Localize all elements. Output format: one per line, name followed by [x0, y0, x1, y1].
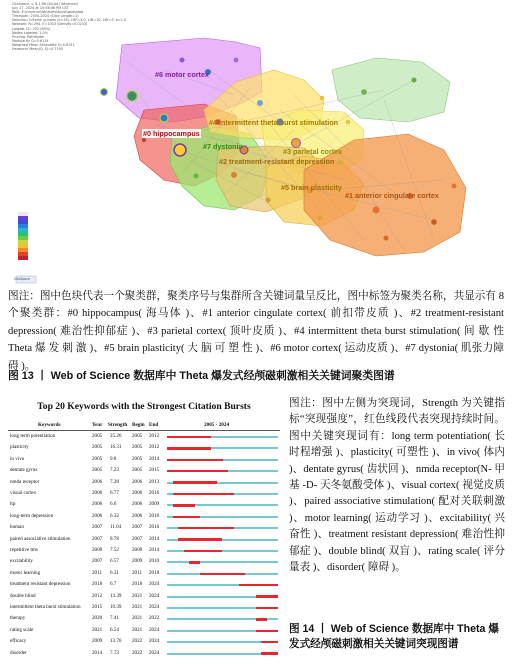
cell-begin: 2006	[132, 501, 143, 508]
table-row	[8, 535, 280, 545]
meta-line: Timespan: 2004-2024 (Slice Length=1)	[12, 14, 79, 19]
meta-line: Weighted Mean Silhouette S=0.8741	[12, 42, 75, 47]
burst-segment	[167, 447, 211, 449]
header-begin: Begin	[132, 422, 145, 428]
cluster-label-3: #3 parietal cortex	[283, 147, 343, 156]
cell-end: 2016	[149, 490, 160, 496]
cell-end: 2014	[149, 535, 160, 542]
table-row	[8, 443, 280, 453]
cell-year: 2006	[92, 512, 103, 519]
cell-strength: 6.31	[110, 569, 119, 576]
cell-strength: 16.31	[110, 444, 122, 451]
cell-kw: therapy	[10, 615, 26, 622]
burst-segment	[239, 584, 278, 586]
burst-segment	[178, 538, 222, 540]
burst-table-title: Top 20 Keywords with the Strongest Citation Bursts	[37, 401, 251, 412]
cell-year: 2014	[92, 649, 103, 656]
cell-year: 2006	[92, 490, 103, 496]
timeline-bar	[167, 561, 278, 563]
cell-begin: 2005	[132, 433, 143, 439]
table-row	[8, 466, 280, 476]
cell-begin: 2006	[132, 478, 143, 485]
cell-end: 2024	[149, 626, 160, 633]
cell-end: 2014	[149, 455, 160, 462]
figure-14-title: 图 14 丨 Web of Science 数据库中 Theta 爆发式经颅磁刺激相关关键词突现图谱	[289, 623, 499, 650]
cell-year: 2005	[92, 444, 103, 451]
cell-begin: 2022	[132, 638, 143, 645]
cell-year: 2005	[92, 455, 103, 462]
cluster-label-4: #4 intermittent theta burst stimulation	[209, 118, 338, 127]
cell-kw: long term potentiation	[10, 433, 56, 439]
cell-kw: paired associative stimulation	[10, 535, 71, 542]
cell-end: 2012	[149, 444, 160, 451]
cell-kw: treatment resistant depression	[10, 581, 71, 588]
burst-segment	[173, 504, 195, 506]
cell-begin: 2005	[132, 467, 143, 474]
cell-kw: double blind	[10, 592, 36, 599]
cell-strength: 6.77	[110, 490, 119, 496]
cell-strength: 6.57	[110, 558, 119, 565]
cell-year: 2007	[92, 535, 103, 542]
burst-segment	[256, 618, 267, 620]
citespace-logo-text: CiteSpace	[14, 277, 31, 281]
meta-line: Largest CC: 252 (85%)	[12, 26, 51, 31]
cell-begin: 2011	[132, 569, 142, 576]
cell-kw: efficacy	[10, 638, 27, 645]
cell-begin: 2022	[132, 649, 143, 656]
cell-kw: plasticity	[10, 444, 29, 451]
cell-strength: 7.73	[110, 649, 119, 656]
cluster-label-1: #1 anterior cingulate cortex	[345, 191, 439, 200]
burst-segment	[167, 436, 211, 438]
header-year: Year	[92, 422, 103, 428]
cell-kw: motor learning	[10, 569, 41, 576]
cell-year: 2020	[92, 615, 103, 622]
burst-table	[8, 396, 280, 664]
cell-strength: 13.76	[110, 638, 122, 645]
table-row	[8, 489, 280, 499]
table-row	[8, 569, 280, 579]
cell-end: 2024	[149, 604, 160, 610]
cell-end: 2024	[149, 649, 160, 656]
table-row	[8, 614, 280, 624]
meta-line: July 17, 2024 at 10:56:46 PM CST	[12, 6, 69, 11]
burst-segment	[256, 607, 278, 609]
cell-end: 2014	[149, 547, 160, 553]
burst-segment	[178, 527, 234, 529]
table-row	[8, 512, 280, 522]
burst-segment	[256, 595, 278, 597]
header-timeline: 2005 - 2024	[204, 422, 230, 428]
cell-strength: 6.54	[110, 626, 119, 633]
cell-strength: 6.32	[110, 512, 119, 519]
cluster-label-7: #7 dystonia	[203, 142, 243, 151]
burst-segment	[167, 459, 223, 461]
cell-strength: 6.7	[110, 581, 117, 588]
table-row	[8, 626, 280, 636]
burst-rows	[8, 432, 280, 662]
table-row	[8, 500, 280, 510]
cell-end: 2024	[149, 638, 160, 645]
cell-begin: 2008	[132, 547, 143, 553]
cell-end: 2022	[149, 615, 160, 622]
cell-kw: excitability	[10, 558, 33, 565]
cell-begin: 2021	[132, 615, 143, 622]
burst-segment	[189, 561, 200, 563]
meta-line: Nodes Labeled: 1.0%	[12, 30, 48, 35]
cluster-label-0: #0 hippocampus	[143, 129, 200, 138]
cell-kw: ltp	[10, 501, 16, 508]
burst-segment	[261, 652, 278, 654]
cell-kw: intermittent theta burst stimulation	[10, 604, 81, 610]
cell-strength: 6.6	[110, 501, 117, 508]
cell-begin: 2021	[132, 604, 143, 610]
burst-segment	[173, 481, 217, 483]
cell-end: 2009	[149, 501, 160, 508]
cell-begin: 2018	[132, 581, 143, 588]
cell-year: 2007	[92, 558, 103, 565]
cell-end: 2018	[149, 569, 160, 576]
cell-begin: 2021	[132, 626, 143, 633]
cluster-label-6: #6 motor cortex	[155, 70, 209, 79]
cell-year: 2007	[92, 524, 103, 531]
cell-kw: human	[10, 524, 24, 531]
cell-strength: 7.23	[110, 467, 119, 474]
cell-kw: visual cortex	[10, 490, 37, 496]
cluster-label-2: #2 treatment-resistant depression	[219, 157, 335, 166]
burst-segment	[173, 493, 234, 495]
year-color-legend	[18, 208, 28, 260]
burst-segment	[184, 550, 223, 552]
cell-strength: 11.04	[110, 524, 122, 531]
cell-year: 2005	[92, 467, 103, 474]
figure-13-note: 图注：图中色块代表一个聚类群，聚类序号与集群所含关键词量呈反比，图中标签为聚类名称，共显示有 8 个聚类群：#0 hippocampus( 海马体 )、#1 anterior cingulate cortex( 前扣带皮质 )、#2 treatment-resistant depression( 难治性抑郁症 )、#3 parietal cortex( 顶叶皮质 )、#4 intermittent theta burst stimulation( 间 歇 性 Theta 爆 发 刺 激 )、#5 brain plasticity( 大 脑 可 塑 性 )、#6 motor cortex( 运动皮质 )、#7 dystonia( 肌张力障碍 )。	[8, 291, 504, 372]
cell-strength: 7.52	[110, 547, 119, 553]
cell-end: 2024	[149, 592, 160, 599]
cluster-hull-green-top	[332, 58, 450, 122]
burst-segment	[256, 630, 278, 632]
cell-kw: long-term depression	[10, 512, 54, 519]
cell-begin: 2005	[132, 455, 143, 462]
table-row	[8, 580, 280, 590]
meta-line: Pruning: Pathfinder	[12, 34, 45, 39]
cell-kw: dentate gyrus	[10, 467, 38, 474]
cell-year: 2005	[92, 433, 103, 439]
cell-year: 2018	[92, 581, 103, 588]
table-row	[8, 557, 280, 567]
cell-begin: 2006	[132, 512, 143, 519]
cell-strength: 10.39	[110, 604, 122, 610]
map-metadata	[12, 2, 132, 51]
cell-end: 2013	[149, 478, 160, 485]
meta-line: CiteSpace, v. 6.1.R6 (64-bit) Advanced	[12, 2, 78, 6]
cell-kw: repetitive tms	[10, 547, 38, 553]
cell-strength: 9.8	[110, 455, 117, 462]
table-row	[8, 455, 280, 465]
cell-begin: 2009	[132, 558, 143, 565]
table-row	[8, 637, 280, 647]
cell-end: 2016	[149, 524, 160, 531]
cell-year: 2021	[92, 626, 103, 633]
cell-kw: nmda receptor	[10, 478, 40, 485]
cell-year: 2012	[92, 592, 103, 599]
cell-strength: 13.39	[110, 592, 122, 599]
header-keywords: Keywords	[38, 422, 61, 428]
cell-kw: in vivo	[10, 455, 25, 462]
cell-strength: 25.26	[110, 433, 122, 439]
burst-segment	[173, 516, 201, 518]
header-end: End	[149, 422, 159, 428]
cell-kw: rating scale	[10, 626, 34, 633]
table-row	[8, 592, 280, 602]
cell-begin: 2007	[132, 535, 143, 542]
table-row	[8, 432, 280, 442]
cell-strength: 8.78	[110, 535, 119, 542]
cell-end: 2012	[149, 433, 160, 439]
table-row	[8, 546, 280, 556]
cell-end: 2010	[149, 512, 160, 519]
meta-line: Network: N=294, E=1003 (Density=0.0233)	[12, 22, 88, 27]
header-strength: Strength	[108, 422, 128, 428]
figure-13-title: 图 13 丨 Web of Science 数据库中 Theta 爆发式经颅磁刺激相关关键词聚类图谱	[8, 370, 395, 382]
cell-year: 2009	[92, 638, 103, 645]
meta-line: Selection Criteria: g-index (k=25), LRF=3.0, L/N=10, LBY=5, e=1.0	[12, 18, 127, 23]
table-row	[8, 649, 280, 659]
cell-begin: 2007	[132, 524, 143, 531]
burst-segment	[261, 641, 278, 643]
cell-strength: 7.28	[110, 478, 119, 485]
cell-begin: 2006	[132, 490, 143, 496]
table-row	[8, 603, 280, 613]
header-rule	[8, 430, 280, 431]
cell-end: 2024	[149, 581, 160, 588]
burst-segment	[167, 470, 228, 472]
table-row	[8, 478, 280, 488]
cell-year: 2006	[92, 478, 103, 485]
cell-year: 2015	[92, 604, 103, 610]
meta-line: Harmonic Mean(Q, S)=0.7195	[12, 47, 63, 52]
cell-begin: 2021	[132, 592, 143, 599]
cell-kw: disorder	[10, 649, 27, 656]
meta-line: WoS: E:\cnuerrui\Wo\theta\burst\wos\data	[12, 10, 84, 15]
cell-year: 2011	[92, 569, 102, 576]
figure-14-note: 图注：图中左侧为突现词，Strength 为关键指标“突现强度”，红色线段代表突现持续时间。图中关键突现词有：long term potentiation( 长时程增强 )、plasticity( 可塑性 )、in vivo( 体内 )、dentate gyrus( 齿状回 )、nmda receptor(N- 甲基 -D- 天冬氨酸受体 )、visual cortex( 视觉皮质 )、paired associative stimulation( 配对关联刺激 )、motor learning( 运动学习 )、excitability( 兴奋性 )、treatment resistant depression( 难治性抑郁症 )、double blind( 双盲 )、rating scale( 评分量表 )、disorder( 障碍 )。	[289, 398, 505, 574]
cell-end: 2015	[149, 467, 160, 474]
table-row	[8, 523, 280, 533]
cell-strength: 7.41	[110, 615, 119, 622]
cluster-label-5: #5 brain plasticity	[281, 183, 342, 192]
cell-year: 2006	[92, 501, 103, 508]
meta-line: Modularity Q=0.6114	[12, 38, 49, 43]
burst-segment	[200, 573, 244, 575]
cluster-map	[4, 0, 510, 288]
cell-year: 2008	[92, 547, 103, 553]
cell-end: 2010	[149, 558, 160, 565]
cell-begin: 2005	[132, 444, 143, 451]
